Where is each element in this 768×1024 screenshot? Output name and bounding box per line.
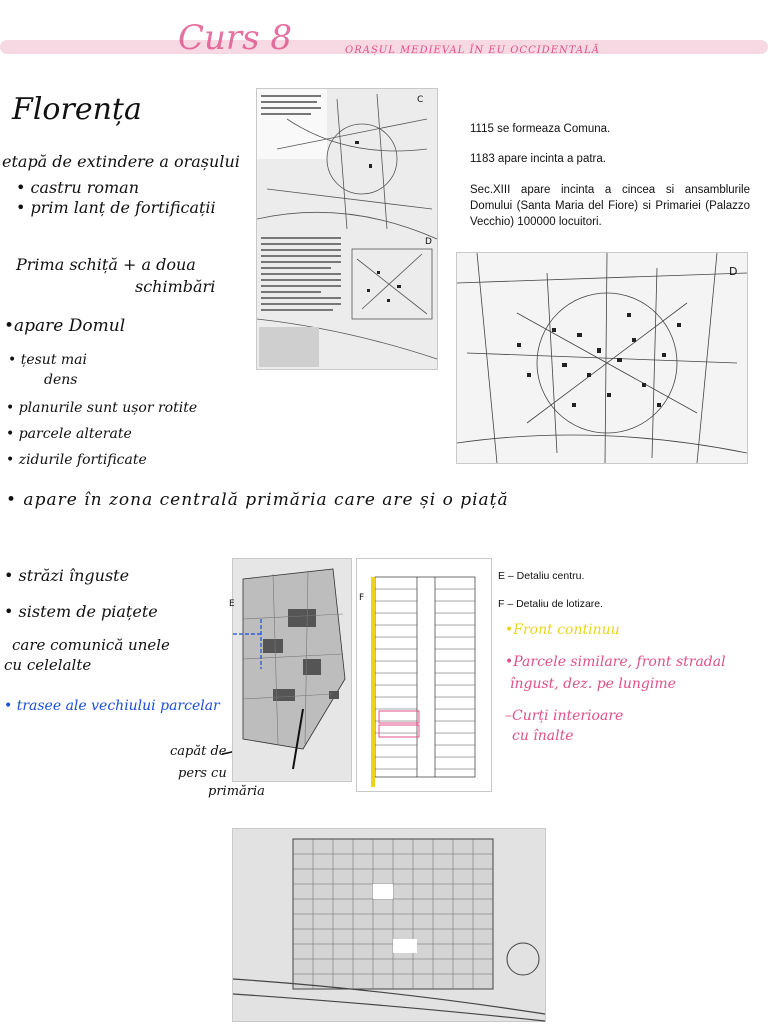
note-capat: capăt de xyxy=(170,744,227,759)
note-trasee: • trasee ale vechiului parcelar xyxy=(4,698,220,714)
map-detail-lots-f xyxy=(356,558,492,792)
annotation-front-continuu: •Front continuu xyxy=(505,622,620,638)
note-strazi: • străzi înguste xyxy=(4,566,130,585)
map-florence-overview xyxy=(232,828,546,1022)
map-florence-d-enlarged xyxy=(456,252,748,464)
note-ziduri: • zidurile fortificate xyxy=(6,452,147,468)
note-comunica: care comunică unele xyxy=(12,636,170,654)
note-planuri: • planurile sunt ușor rotite xyxy=(6,400,198,416)
text-sec-xiii: Sec.XIII apare incinta a cincea si ansamblurile Domului (Santa Maria del Fiore) si Primariei (Palazzo Vecchio) 100000 locuitori. xyxy=(470,184,750,228)
course-subtitle: ORAȘUL MEDIEVAL ÎN EU OCCIDENTALĂ xyxy=(345,45,600,56)
map-label-c: C xyxy=(417,95,424,105)
text-1115: 1115 se formeaza Comuna. xyxy=(470,123,611,135)
annotation-parcele: •Parcele similare, front stradal xyxy=(505,654,726,670)
note-primaria: • apare în zona centrală primăria care are și o piață xyxy=(6,490,509,510)
course-label: Curs 8 xyxy=(178,18,293,58)
text-1183: 1183 apare incinta a patra. xyxy=(470,153,606,165)
note-dens: dens xyxy=(44,372,78,388)
map-label-e: E xyxy=(229,599,235,609)
note-extindere: etapă de extindere a orașului xyxy=(2,152,240,171)
note-parcele: • parcele alterate xyxy=(6,426,132,442)
map-label-d: D xyxy=(425,237,432,247)
note-primaria-arrow: primăria xyxy=(208,784,265,799)
map-detail-center-e xyxy=(229,558,352,782)
map-label-f: F xyxy=(359,593,365,603)
annotation-curti-2: cu înalte xyxy=(512,728,574,744)
caption-f: F – Detaliu de lotizare. xyxy=(498,598,604,610)
annotation-parcele-2: îngust, dez. pe lungime xyxy=(510,676,676,692)
page-title: Florența xyxy=(12,92,142,127)
map-label-d-large: D xyxy=(729,265,738,278)
caption-e: E – Detaliu centru. xyxy=(498,570,585,582)
note-castru: • castru roman xyxy=(16,178,139,197)
note-piatete: • sistem de piațete xyxy=(4,602,158,621)
note-prima-schita: Prima schiță + a doua xyxy=(16,255,196,274)
annotation-curti: –Curți interioare xyxy=(505,708,624,724)
note-domul: •apare Domul xyxy=(4,316,126,336)
note-schimbari: schimbări xyxy=(135,277,216,296)
map-florence-c-d xyxy=(256,88,438,370)
note-tesut: • țesut mai xyxy=(8,352,87,368)
note-pers: pers cu xyxy=(178,766,227,781)
note-fortificatii: • prim lanț de fortificații xyxy=(16,198,216,217)
note-celelalte: cu celelalte xyxy=(4,656,92,674)
